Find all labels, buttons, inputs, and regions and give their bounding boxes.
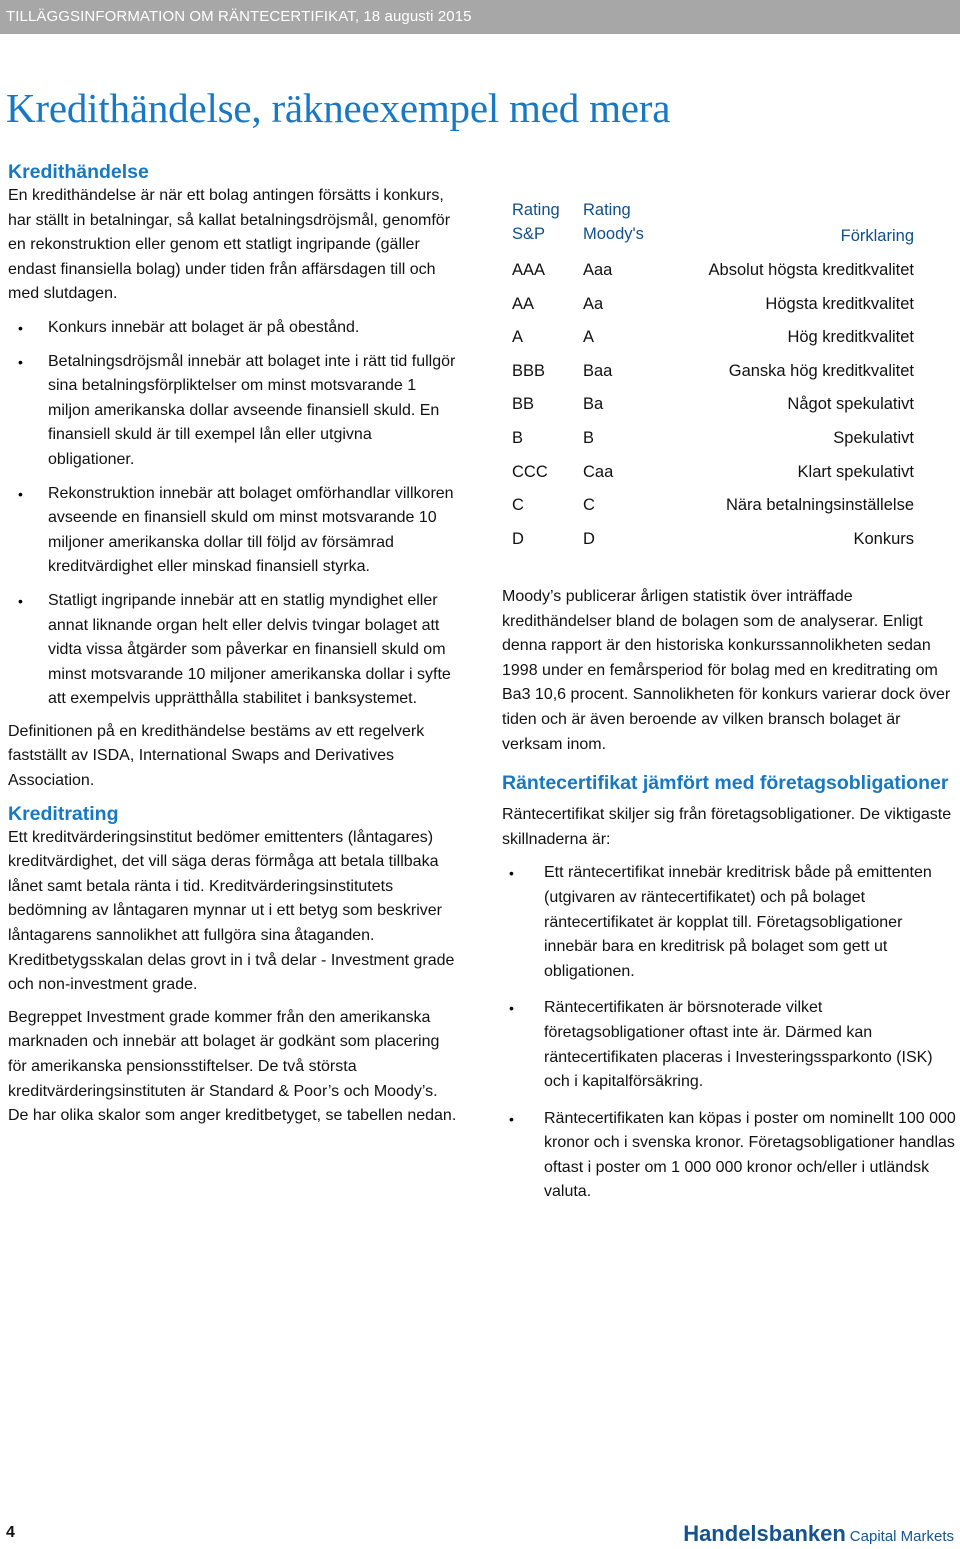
- page-title: Kredithändelse, räkneexempel med mera: [6, 85, 671, 131]
- left-column: [8, 160, 460, 1129]
- table-row: AA Aa Högsta kreditkvalitet: [512, 294, 914, 313]
- list-item: • Betalningsdröjsmål innebär att bolaget inte i rätt tid fullgör sina betalningsförpliktelser om minst motsvarande 1 miljon amerikanska dollar avseende finansiell skuld. En finansiell skuld är till exempel lån eller utgivna obligationer.: [8, 350, 460, 473]
- running-header: TILLÄGGSINFORMATION OM RÄNTECERTIFIKAT, 18 augusti 2015: [0, 0, 960, 34]
- section-heading-kreditrating: Kreditrating: [8, 802, 119, 825]
- list-item: • Ett räntecertifikat innebär kreditrisk både på emittenten (utgivaren av räntecertifikatet) och på bolaget räntecertifikatet är kopplat till. Företagsobligationer innebär bara en kreditrisk på bolaget som gett ut obligationen.: [502, 861, 957, 984]
- kredithandelse-intro: En kredithändelse är när ett bolag antingen försätts i konkurs, har ställt in betalningar, så kallat betalningsdröjsmål, genomför en rekonstruktion eller genom ett statligt ingripande (gäller endast finansiella bolag) under tiden från affärsdagen till och med slutdagen.: [8, 187, 451, 303]
- kreditrating-paragraph-2: Begreppet Investment grade kommer från den amerikanska marknaden och innebär att bolaget är godkänt som placering för amerikanska pensionsstiftelser. De två största kreditvärderingsinstituten är Standard & Poor’s och Moody’s. De har olika skalor som anger kreditbetyget, se tabellen nedan.: [8, 1008, 457, 1125]
- right-column: [502, 585, 957, 1205]
- comparison-list: [502, 861, 957, 1205]
- comparison-intro: Räntecertifikat skiljer sig från företagsobligationer. De viktigaste skillnaderna är:: [502, 806, 952, 848]
- brand-logo: [683, 1521, 954, 1547]
- moodys-statistics-paragraph: Moody’s publicerar årligen statistik över inträffade kredithändelser bland de bolagen som de analyserar. Enligt denna rapport är den historiska konkurssannolikheten sedan 1998 under en femårsperiod för bolag med en kreditrating om Ba3 10,6 procent. Sannolikheten för konkurs varierar dock över tiden och är även beroende av vilken bransch bolaget är verksam inom.: [502, 588, 951, 753]
- list-item: • Rekonstruktion innebär att bolaget omförhandlar villkoren avseende en finansiell skuld om minst motsvarande 10 miljoner amerikanska dollar till följd av försämrad kreditvärdighet eller minskad finansiell styrka.: [8, 482, 460, 580]
- list-item: • Räntecertifikaten kan köpas i poster om nominellt 100 000 kronor och i svenska kronor. Företagsobligationer handlas oftast i poster om 1 000 000 kronor och/eller i utländsk valuta.: [502, 1107, 957, 1205]
- page-number: 4: [6, 1524, 15, 1541]
- column-header-explanation: Förklaring: [840, 227, 914, 245]
- table-row: BB Ba Något spekulativt: [512, 395, 914, 414]
- section-heading-kredithandelse: Kredithändelse: [8, 161, 149, 183]
- kredithandelse-list: [8, 316, 460, 712]
- table-row: CCC Caa Klart spekulativt: [512, 462, 914, 481]
- list-item: • Konkurs innebär att bolaget är på obestånd.: [8, 316, 460, 341]
- table-row: A A Hög kreditkvalitet: [512, 328, 914, 347]
- brand-name: Handelsbanken: [683, 1521, 846, 1546]
- list-item: • Räntecertifikaten är börsnoterade vilket företagsobligationer oftast inte är. Därmed kan räntecertifikaten placeras i Investeringssparkonto (ISK) och i kapitalförsäkring.: [502, 996, 957, 1094]
- table-row: BBB Baa Ganska hög kreditkvalitet: [512, 361, 914, 380]
- section-heading-comparison: Räntecertifikat jämfört med företagsobligationer: [502, 772, 949, 795]
- table-row: B B Spekulativt: [512, 428, 914, 447]
- table-row: C C Nära betalningsinställelse: [512, 496, 914, 515]
- table-row: D D Konkurs: [512, 529, 914, 548]
- brand-subtitle: Capital Markets: [849, 1528, 954, 1545]
- kreditrating-paragraph-1: Ett kreditvärderingsinstitut bedömer emittenters (låntagares) kreditvärdighet, det vill säga deras förmåga att betala tillbaka lånet samt betala ränta i tid. Kreditvärderingsinstitutets bedömning av låntagaren mynnar ut i ett betyg som beskriver låntagarens sannolikhet att fullgöra sina åtaganden. Kreditbetygsskalan delas grovt in i två delar - Investment grade och non-investment grade.: [8, 828, 455, 994]
- table-row: AAA Aaa Absolut högsta kreditkvalitet: [512, 261, 914, 279]
- rating-table: [512, 198, 914, 556]
- column-header-moodys: Rating Moody's: [583, 201, 644, 243]
- column-header-sp: Rating S&P: [512, 201, 560, 243]
- list-item: • Statligt ingripande innebär att en statlig myndighet eller annat liknande organ helt eller delvis tvingar bolaget att vidta vissa åtgärder som påverkar en finansiell skuld om minst motsvarande 10 miljoner amerikanska dollar i syfte att exempelvis upprätthålla stabilitet i banksystemet.: [8, 589, 460, 712]
- rating-table-header: [512, 198, 914, 250]
- isda-definition: Definitionen på en kredithändelse bestäms av ett regelverk fastställt av ISDA, International Swaps and Derivatives Association.: [8, 722, 425, 790]
